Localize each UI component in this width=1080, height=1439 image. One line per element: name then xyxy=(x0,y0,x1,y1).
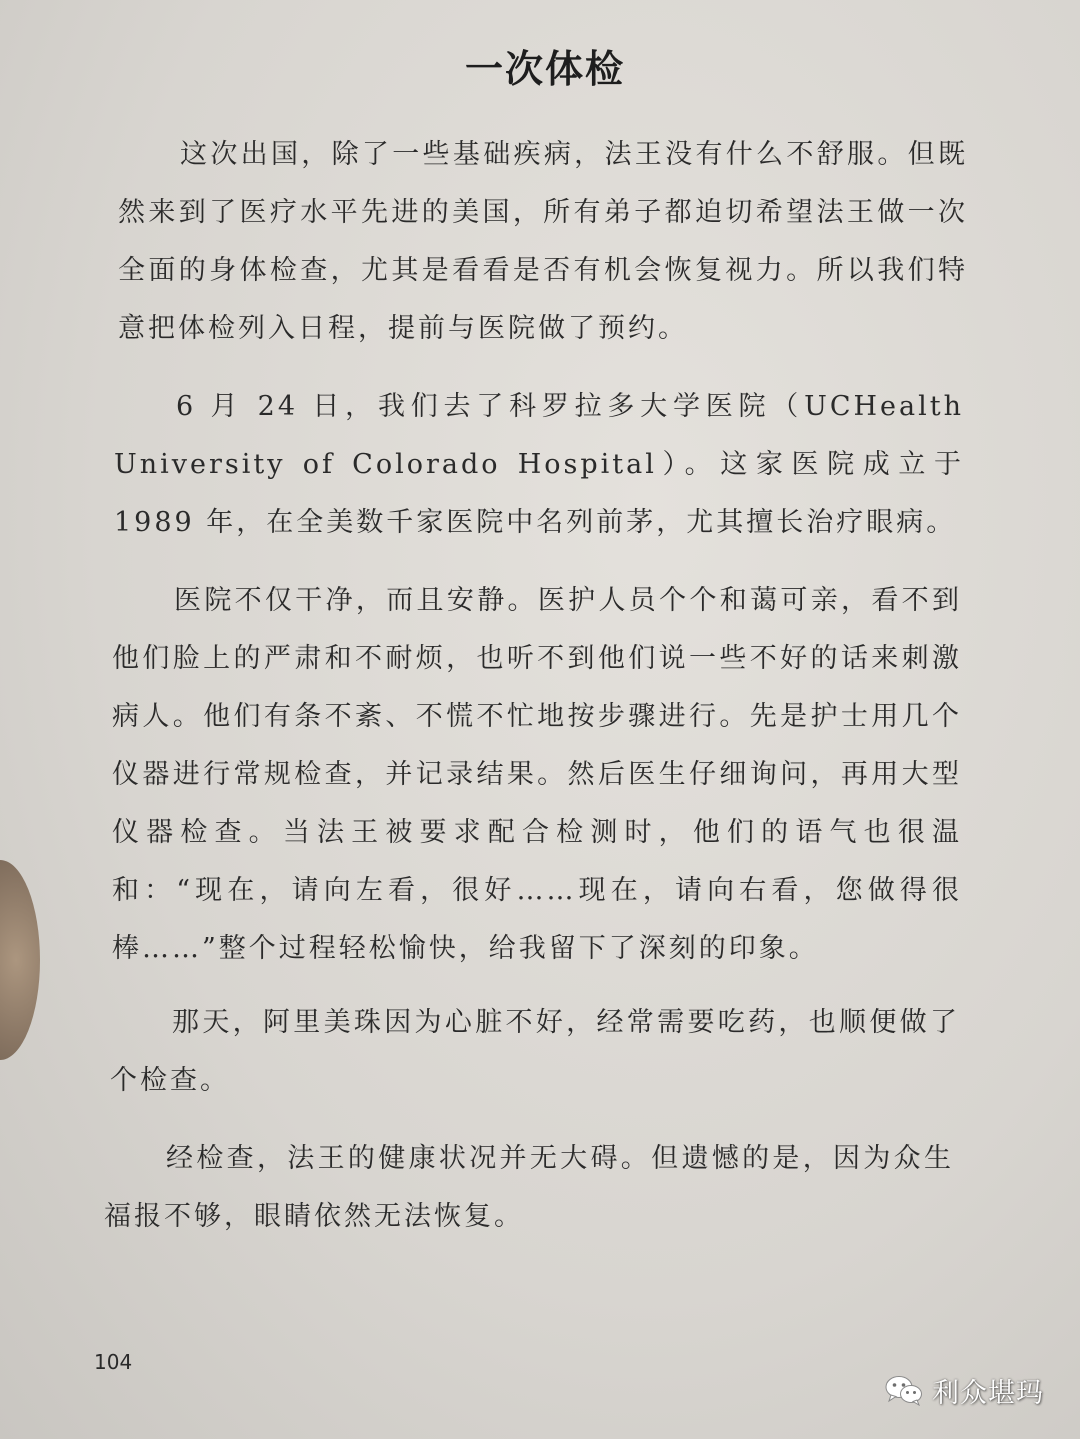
watermark xyxy=(884,1370,1044,1410)
wechat-icon xyxy=(884,1374,924,1406)
page-number: 104 xyxy=(94,1350,133,1374)
chapter-title: 一次体检 xyxy=(464,47,625,91)
watermark-text: 利众堪玛 xyxy=(932,1377,1044,1409)
thumb xyxy=(0,860,40,1060)
paragraph-1: 这次出国，除了一些基础疾病，法王没有什么不舒服。但既然来到了医疗水平先进的美国，所有弟子都迫切希望法王做一次全面的身体检查，尤其是看看是否有机会恢复视力。所以我们特意把体检列入日程，提前与医院做了预约。 xyxy=(118,139,968,344)
paragraph-3: 医院不仅干净，而且安静。医护人员个个和蔼可亲，看不到他们脸上的严肃和不耐烦，也听不到他们说一些不好的话来刺激病人。他们有条不紊、不慌不忙地按步骤进行。先是护士用几个仪器进行常规检查，并记录结果。然后医生仔细询问，再用大型仪器检查。当法王被要求配合检测时，他们的语气也很温和：“现在，请向左看，很好……现在，请向右看，您做得很棒……”整个过程轻松愉快，给我留下了深刻的印象。 xyxy=(112,585,962,964)
paragraph-5: 经检查，法王的健康状况并无大碍。但遗憾的是，因为众生福报不够，眼睛依然无法恢复。 xyxy=(104,1143,954,1232)
paragraph-2: 6 月 24 日，我们去了科罗拉多大学医院（UCHealth University of Colorado Hospital）。这家医院成立于 1989 年，在全美数千家医院中名列前茅，尤其擅长治疗眼病。 xyxy=(114,391,964,538)
paragraph-4: 那天，阿里美珠因为心脏不好，经常需要吃药，也顺便做了个检查。 xyxy=(110,1007,960,1096)
